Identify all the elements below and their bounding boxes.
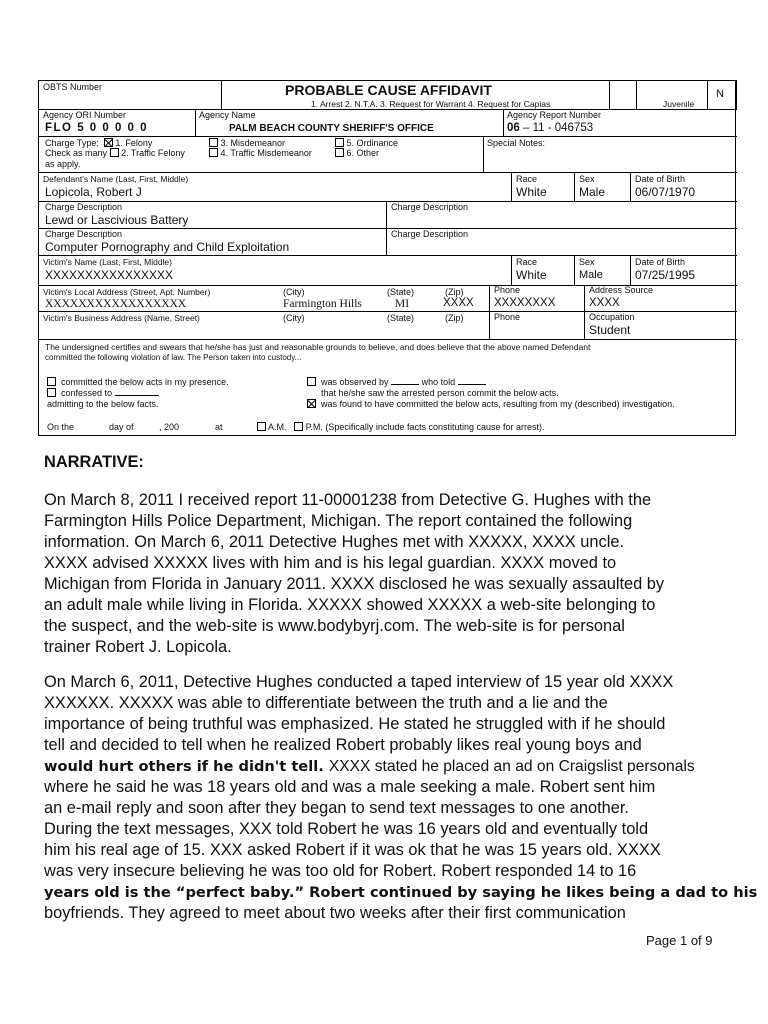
narrative-line: Farmington Hills Police Department, Michigan. The report contained the following — [44, 512, 633, 530]
form-title: PROBABLE CAUSE AFFIDAVIT — [285, 82, 492, 98]
form-subtitle: 1. Arrest 2. N.T.A. 3. Request for Warrant 4. Request for Capias — [311, 99, 551, 109]
affidavit-form — [38, 80, 736, 436]
presence-checkbox[interactable] — [47, 377, 56, 386]
page-number: Page 1 of 9 — [646, 933, 713, 948]
ordinance-checkbox[interactable] — [335, 138, 344, 147]
address-source-label: Address Source — [589, 285, 654, 295]
occupation-label: Occupation — [589, 312, 635, 322]
other-checkbox[interactable] — [335, 148, 344, 157]
as-apply-label: as apply. — [45, 159, 81, 169]
local-address-value: XXXXXXXXXXXXXXXXX — [45, 298, 187, 310]
admitting-label: admitting to the below facts. — [47, 399, 159, 409]
am-label: A.M. — [268, 422, 287, 432]
confessed-label: confessed to — [61, 388, 113, 398]
local-state-label: (State) — [387, 287, 415, 297]
narrative-line: years old is the “perfect baby.” Robert continued by saying he likes being a dad to his — [44, 884, 758, 901]
juvenile-value: N — [716, 88, 724, 100]
day-of-label: day of — [109, 422, 134, 432]
business-zip-label: (Zip) — [445, 313, 464, 323]
defendant-sex-label: Sex — [579, 174, 595, 184]
ori-value: FLO 5 0 0 0 0 0 — [45, 122, 149, 134]
business-address-label: Victim's Business Address (Name, Street) — [43, 313, 200, 323]
narrative-line: would hurt others if he didn't tell. XXXX stated he placed an ad on Craigslist personals — [44, 758, 695, 775]
observed-label-b: who told — [421, 377, 456, 387]
narrative-line: boyfriends. They agreed to meet about two weeks after their first communication — [44, 904, 626, 922]
business-city-label: (City) — [283, 313, 305, 323]
traffic-misdemeanor-checkbox[interactable] — [209, 148, 218, 157]
narrative-line: trainer Robert J. Lopicola. — [44, 638, 232, 656]
pm-checkbox[interactable] — [294, 422, 303, 431]
obts-label: OBTS Number — [43, 82, 103, 92]
victim-dob-value: 07/25/1995 — [635, 268, 696, 282]
narrative-line: On March 6, 2011, Detective Hughes conducted a taped interview of 15 year old XXXX — [44, 673, 674, 691]
juvenile-label: Juvenile — [663, 99, 695, 109]
charge-desc-label-3: Charge Description — [45, 229, 123, 239]
narrative-line: XXXX advised XXXXX lives with him and is his legal guardian. XXXX moved to — [44, 554, 617, 572]
narrative-line: an adult male while living in Florida. XXXXX showed XXXXX a web-site belonging to — [44, 596, 656, 614]
charge-desc-label-4: Charge Description — [391, 229, 469, 239]
charge-desc-value-1: Lewd or Lascivious Battery — [45, 213, 189, 227]
narrative-line: tell and decided to tell when he realized Robert probably likes real young boys and — [44, 736, 642, 754]
confessed-checkbox[interactable] — [47, 388, 56, 397]
local-phone-value: XXXXXXXX — [494, 297, 556, 309]
defendant-sex-value: Male — [579, 185, 606, 199]
observed-checkbox[interactable] — [307, 377, 316, 386]
observed-label-c: that he/she saw the arrested person commit the below acts. — [321, 388, 559, 398]
local-city-label: (City) — [283, 287, 305, 297]
year-label: , 200 — [159, 422, 180, 432]
agency-name-label: Agency Name — [199, 110, 256, 120]
victim-race-value: White — [516, 268, 547, 282]
agency-name-value: PALM BEACH COUNTY SHERIFF'S OFFICE — [229, 123, 434, 134]
observed-label-a: was observed by — [321, 377, 389, 387]
narrative-line: importance of being truthful was emphasized. He stated he struggled with if he should — [44, 715, 666, 733]
misdemeanor-label: 3. Misdemeanor — [220, 138, 286, 148]
traffic-felony-label: 2. Traffic Felony — [121, 148, 185, 158]
other-label: 6. Other — [346, 148, 380, 158]
felony-checkbox[interactable] — [104, 138, 113, 147]
narrative-heading: NARRATIVE: — [44, 453, 144, 471]
narrative-line: XXXXXX. XXXXX was able to differentiate between the truth and a lie and the — [44, 694, 608, 712]
on-the-label: On the — [47, 422, 75, 432]
victim-name-value: XXXXXXXXXXXXXXXX — [45, 268, 174, 282]
defendant-dob-value: 06/07/1970 — [635, 185, 696, 199]
ordinance-label: 5. Ordinance — [346, 138, 399, 148]
presence-label: committed the below acts in my presence. — [61, 377, 229, 387]
narrative-line: information. On March 6, 2011 Detective Hughes met with XXXXX, XXXX uncle. — [44, 533, 625, 551]
traffic-felony-checkbox[interactable] — [110, 148, 119, 157]
narrative-paragraph-1 — [44, 490, 734, 658]
certify-text-2: committed the following violation of law. The Person taken into custody... — [45, 353, 302, 362]
narrative-paragraph-2 — [44, 672, 758, 924]
found-label: was found to have committed the below acts, resulting from my (described) investigation. — [321, 399, 675, 409]
juvenile-checkbox[interactable] — [609, 81, 637, 109]
local-phone-label: Phone — [494, 285, 521, 295]
narrative-line: Michigan from Florida in January 2011. XXXX disclosed he was sexually assaulted by — [44, 575, 665, 593]
business-phone-label: Phone — [494, 312, 521, 322]
local-zip-value: XXXX — [443, 297, 474, 309]
special-notes-label: Special Notes: — [487, 138, 546, 148]
narrative-line: him his real age of 15. XXX asked Robert if it was ok that he was 15 years old. XXXX — [44, 841, 661, 859]
local-state-value: MI — [395, 298, 410, 310]
found-checkbox[interactable] — [307, 399, 316, 408]
address-source-value: XXXX — [589, 297, 620, 309]
narrative-line: was very insecure believing he was too old for Robert. Robert responded 14 to 16 — [44, 862, 637, 880]
defendant-race-label: Race — [516, 174, 538, 184]
ori-label: Agency ORI Number — [43, 110, 127, 120]
victim-name-label: Victim's Name (Last, First, Middle) — [43, 257, 172, 267]
victim-dob-label: Date of Birth — [635, 257, 686, 267]
narrative-line: an e-mail reply and soon after they began to send text messages to one another. — [44, 799, 629, 817]
defendant-name-value: Lopicola, Robert J — [45, 185, 142, 199]
narrative-line: On March 8, 2011 I received report 11-00001238 from Detective G. Hughes with the — [44, 491, 652, 509]
business-state-label: (State) — [387, 313, 415, 323]
victim-sex-value: Male — [579, 269, 603, 281]
check-as-many-label: Check as many — [45, 148, 108, 158]
defendant-race-value: White — [516, 185, 547, 199]
pm-label: P.M. (Specifically include facts constituting cause for arrest). — [305, 422, 545, 432]
local-city-value: Farmington Hills — [283, 298, 362, 310]
report-number-value: 06 – 11 - 046753 — [507, 122, 594, 134]
charge-desc-value-2: Computer Pornography and Child Exploitation — [45, 240, 290, 254]
report-number-label: Agency Report Number — [507, 110, 602, 120]
defendant-dob-label: Date of Birth — [635, 174, 686, 184]
charge-type-label: Charge Type: 1. Felony — [45, 138, 153, 148]
occupation-value: Student — [589, 323, 631, 337]
traffic-misdemeanor-label: 4. Traffic Misdemeanor — [220, 148, 312, 158]
charge-desc-label-2: Charge Description — [391, 202, 469, 212]
charge-desc-label-1: Charge Description — [45, 202, 123, 212]
misdemeanor-checkbox[interactable] — [209, 138, 218, 147]
narrative-line: where he said he was 18 years old and was a male seeking a male. Robert sent him — [44, 778, 656, 796]
narrative-line: During the text messages, XXX told Robert he was 16 years old and eventually told — [44, 820, 649, 838]
narrative-line: the suspect, and the web-site is www.bodybyrj.com. The web-site is for personal — [44, 617, 625, 635]
certify-text-1: The undersigned certifies and swears that he/she has just and reasonable grounds to believe, and does believe that the above named Defendant — [45, 342, 591, 352]
defendant-name-label: Defendant's Name (Last, First, Middle) — [43, 174, 189, 184]
victim-race-label: Race — [516, 257, 538, 267]
at-label: at — [215, 422, 223, 432]
am-checkbox[interactable] — [257, 422, 266, 431]
victim-sex-label: Sex — [579, 257, 595, 267]
local-zip-label: (Zip) — [445, 287, 464, 297]
local-address-label: Victim's Local Address (Street, Apt. Number) — [43, 287, 211, 297]
